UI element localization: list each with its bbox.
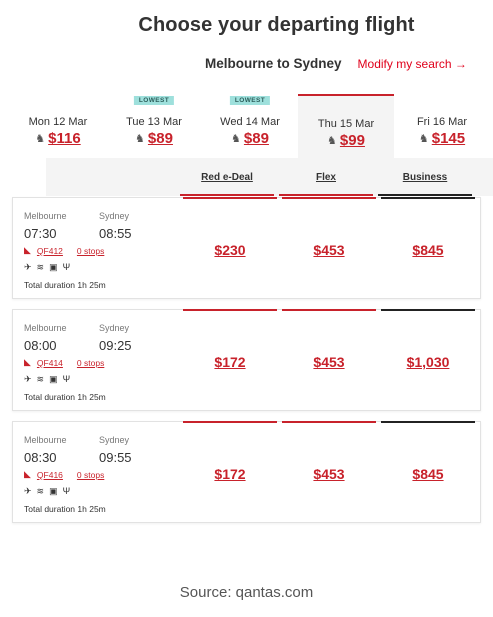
fare-column-topline: [381, 421, 475, 423]
fare-column-topline: [381, 309, 475, 311]
amenities-row: [24, 486, 70, 497]
fare-column-topline: [282, 197, 376, 199]
baggage-icon: ≋: [36, 486, 45, 496]
amenities-row: [24, 374, 70, 385]
route-label: Melbourne to Sydney: [205, 56, 342, 71]
total-duration: Total duration 1h 25m: [24, 392, 106, 402]
lowest-badge: LOWEST: [134, 96, 174, 105]
page-heading: [0, 14, 493, 37]
stops-link[interactable]: 0 stops: [76, 357, 105, 368]
fare-price-link[interactable]: $845: [412, 242, 444, 258]
fare-price-link[interactable]: $453: [313, 242, 345, 258]
fare-price-link[interactable]: $453: [313, 466, 345, 482]
flight-number-link[interactable]: QF414: [36, 357, 63, 368]
fare-price-link[interactable]: $172: [214, 466, 246, 482]
fare-type-tab[interactable]: Business: [402, 172, 448, 183]
date-tab[interactable]: [106, 94, 202, 158]
qantas-tail-icon: ◣: [24, 469, 31, 479]
entertainment-icon: ▣: [49, 262, 58, 272]
date-selector: [10, 94, 493, 158]
date-label: Wed 14 Mar: [220, 116, 280, 128]
origin-city: Melbourne: [24, 435, 67, 445]
stops-link[interactable]: 0 stops: [76, 469, 105, 480]
entertainment-icon: ▣: [49, 486, 58, 496]
origin-city: Melbourne: [24, 323, 67, 333]
departure-time: 07:30: [24, 226, 57, 241]
date-label: Tue 13 Mar: [126, 116, 182, 128]
date-label: Mon 12 Mar: [28, 116, 88, 128]
aircraft-icon: ✈: [24, 486, 32, 496]
kangaroo-icon: ♞: [231, 133, 241, 145]
flight-number-link[interactable]: QF412: [36, 245, 63, 256]
modify-search-link[interactable]: Modify my search →: [357, 57, 467, 71]
kangaroo-icon: ♞: [135, 133, 145, 145]
fare-column-topline: [282, 309, 376, 311]
flight-card: [12, 309, 481, 411]
qantas-tail-icon: ◣: [24, 245, 31, 255]
fare-column-topline: [282, 421, 376, 423]
fare-type-underline: [180, 194, 274, 196]
date-label: Fri 16 Mar: [416, 116, 468, 128]
flight-info-row: [24, 245, 104, 256]
fare-price-link[interactable]: $845: [412, 466, 444, 482]
route-row: [205, 56, 467, 71]
fare-price-link[interactable]: $230: [214, 242, 246, 258]
departure-time: 08:30: [24, 450, 57, 465]
fare-type-underline: [279, 194, 373, 196]
meal-icon: Ψ: [62, 486, 71, 496]
date-price-link[interactable]: $89: [243, 130, 269, 147]
fare-type-tab[interactable]: Flex: [315, 172, 336, 183]
arrival-time: 09:55: [99, 450, 132, 465]
aircraft-icon: ✈: [24, 374, 32, 384]
baggage-icon: ≋: [36, 374, 45, 384]
total-duration: Total duration 1h 25m: [24, 504, 106, 514]
stops-link[interactable]: 0 stops: [76, 245, 105, 256]
date-price-row: [298, 132, 394, 149]
kangaroo-icon: ♞: [327, 135, 337, 147]
fare-price-link[interactable]: $453: [313, 354, 345, 370]
entertainment-icon: ▣: [49, 374, 58, 384]
fare-type-underline: [378, 194, 472, 196]
date-price-link[interactable]: $116: [48, 130, 81, 147]
flight-number-link[interactable]: QF416: [36, 469, 63, 480]
fare-type-tab[interactable]: Red e-Deal: [201, 172, 253, 183]
kangaroo-icon: ♞: [35, 133, 46, 145]
date-price-row: [202, 130, 298, 147]
flight-info-row: [24, 469, 104, 480]
meal-icon: Ψ: [62, 262, 71, 272]
date-price-row: [106, 130, 202, 147]
date-tab[interactable]: [298, 94, 394, 158]
fare-type-header: [46, 158, 493, 196]
fare-price-link[interactable]: $1,030: [406, 354, 450, 370]
amenities-row: [24, 262, 70, 273]
qantas-tail-icon: ◣: [24, 357, 31, 367]
fare-column-topline: [183, 421, 277, 423]
destination-city: Sydney: [99, 211, 130, 221]
date-price-link[interactable]: $89: [147, 130, 173, 147]
departure-time: 08:00: [24, 338, 57, 353]
fare-column-topline: [183, 309, 277, 311]
meal-icon: Ψ: [62, 374, 71, 384]
origin-city: Melbourne: [24, 211, 67, 221]
arrival-time: 09:25: [99, 338, 132, 353]
fare-price-link[interactable]: $172: [214, 354, 246, 370]
flight-card: [12, 421, 481, 523]
aircraft-icon: ✈: [24, 262, 32, 272]
date-tab[interactable]: [10, 94, 106, 158]
fare-column-topline: [183, 197, 277, 199]
date-price-row: [394, 130, 490, 147]
destination-city: Sydney: [99, 435, 130, 445]
date-price-row: [10, 130, 106, 147]
total-duration: Total duration 1h 25m: [24, 280, 106, 290]
fare-column-topline: [381, 197, 475, 199]
date-label: Thu 15 Mar: [317, 118, 375, 130]
flight-card: [12, 197, 481, 299]
date-price-link[interactable]: $145: [431, 130, 466, 147]
source-caption: Source: qantas.com: [179, 584, 314, 601]
date-tab[interactable]: [394, 94, 490, 158]
arrival-time: 08:55: [99, 226, 132, 241]
date-tab[interactable]: [202, 94, 298, 158]
baggage-icon: ≋: [36, 262, 45, 272]
date-price-link[interactable]: $99: [339, 132, 365, 149]
destination-city: Sydney: [99, 323, 130, 333]
kangaroo-icon: ♞: [418, 133, 429, 145]
page-title: Choose your departing flight: [138, 14, 415, 36]
lowest-badge: LOWEST: [230, 96, 270, 105]
flight-info-row: [24, 357, 104, 368]
